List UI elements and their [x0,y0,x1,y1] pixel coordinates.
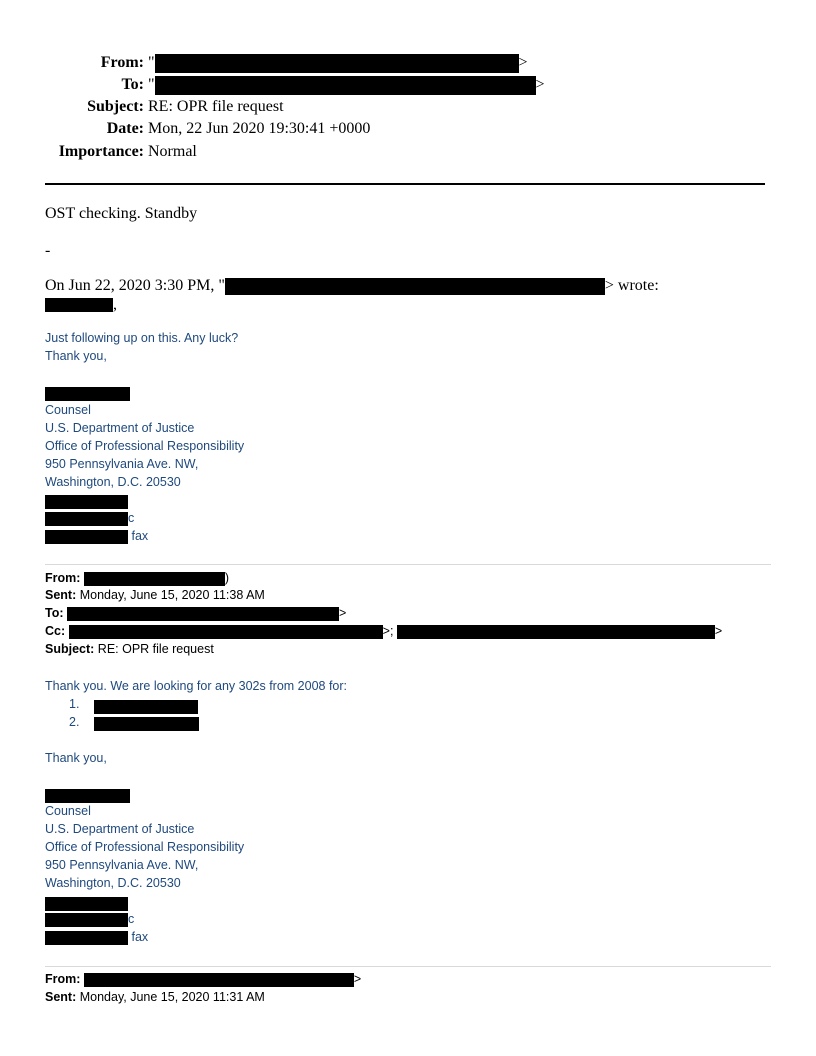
msg3-sent-row [45,988,265,1006]
sent-value: Monday, June 15, 2020 11:38 AM [79,588,265,602]
from-label: From: [100,54,144,71]
importance-label: Importance: [58,143,144,160]
list-number: 1. [69,697,80,711]
quoted-attribution [45,277,659,295]
list-item-redaction [94,698,198,716]
redaction-block [94,700,198,714]
subject-label: Subject: [45,642,95,656]
redaction-block [397,625,715,639]
subject-value: RE: OPR file request [97,642,214,656]
fax-suffix: fax [128,529,149,543]
signature-fax [45,928,148,946]
header-importance-row [0,142,816,162]
sent-label: Sent: [45,990,77,1004]
from-label: From: [45,571,81,585]
date-label: Date: [106,120,144,137]
signature-title: Counsel [45,804,91,818]
redaction-block [155,54,519,73]
signature-cell [45,509,134,527]
redaction-block [45,913,128,927]
from-value [148,53,528,73]
attribution-suffix: > wrote: [604,277,659,294]
body-dash: - [45,242,51,259]
redaction-block [225,278,605,295]
to-label: To: [45,606,64,620]
angle-bracket: > [714,624,723,638]
angle-bracket: > [535,76,545,93]
signature-city: Washington, D.C. 20530 [45,876,181,890]
to-value [148,75,545,95]
redaction-block [45,387,130,401]
angle-bracket: > [339,606,347,620]
message-divider [45,966,771,967]
signature-dept: U.S. Department of Justice [45,421,195,435]
redaction-block [45,512,128,526]
header-to-row [0,75,816,95]
msg3-from-row [45,970,361,988]
signature-cell [45,910,134,928]
redaction-block [45,495,128,509]
angle-bracket: > [353,972,362,986]
redaction-block [69,625,383,639]
signature-street: 950 Pennsylvania Ave. NW, [45,457,199,471]
redaction-block [45,298,113,312]
quote-mark: " [148,76,155,93]
body-line: OST checking. Standby [45,205,198,222]
salutation [45,296,117,314]
header-from-row [0,53,816,73]
subject-value: RE: OPR file request [148,98,284,115]
msg2-subject-row [45,640,214,658]
signature-name [45,788,130,803]
redaction-block [67,607,339,621]
cc-label: Cc: [45,624,66,638]
cell-suffix: c [128,912,135,926]
list-item-redaction [94,715,199,733]
signature-phone [45,494,128,509]
quote-mark: " [148,54,155,71]
redaction-block [155,76,536,95]
subject-label: Subject: [87,98,144,115]
comma: , [113,296,117,313]
header-date-row [0,119,816,139]
list-number: 2. [69,715,80,729]
redaction-block [45,897,128,911]
sent-value: Monday, June 15, 2020 11:31 AM [79,990,265,1004]
msg2-to-row [45,604,346,622]
redaction-block [94,717,199,731]
header-subject-row [0,97,816,117]
message-divider [45,564,771,565]
angle-bracket: > [518,54,528,71]
separator: >; [382,624,394,638]
signature-office: Office of Professional Responsibility [45,840,245,854]
list-item [69,713,79,731]
signature-street: 950 Pennsylvania Ave. NW, [45,858,199,872]
cell-suffix: c [128,511,135,525]
signature-city: Washington, D.C. 20530 [45,475,181,489]
msg2-cc-row [45,622,722,640]
redaction-block [84,572,225,586]
sent-label: Sent: [45,588,77,602]
date-value: Mon, 22 Jun 2020 19:30:41 +0000 [148,120,371,137]
redaction-block [84,973,354,987]
redaction-block [45,931,128,945]
msg2-from-row [45,569,229,587]
fax-suffix: fax [128,930,149,944]
from-label: From: [45,972,81,986]
quoted-line: Thank you, [45,349,107,363]
redaction-block [45,789,130,803]
msg2-sent-row [45,586,265,604]
signature-dept: U.S. Department of Justice [45,822,195,836]
signature-name [45,386,130,401]
signature-title: Counsel [45,403,91,417]
attribution-prefix: On Jun 22, 2020 3:30 PM, " [45,277,225,294]
list-item [69,695,79,713]
to-label: To: [121,76,144,93]
redaction-block [45,530,128,544]
importance-value: Normal [148,143,197,160]
msg2-body-line: Thank you. We are looking for any 302s from 2008 for: [45,679,348,693]
msg2-thanks: Thank you, [45,751,107,765]
header-divider [45,183,765,185]
quoted-line: Just following up on this. Any luck? [45,331,239,345]
paren: ) [224,571,230,585]
signature-phone [45,896,128,911]
signature-office: Office of Professional Responsibility [45,439,245,453]
signature-fax [45,527,148,545]
